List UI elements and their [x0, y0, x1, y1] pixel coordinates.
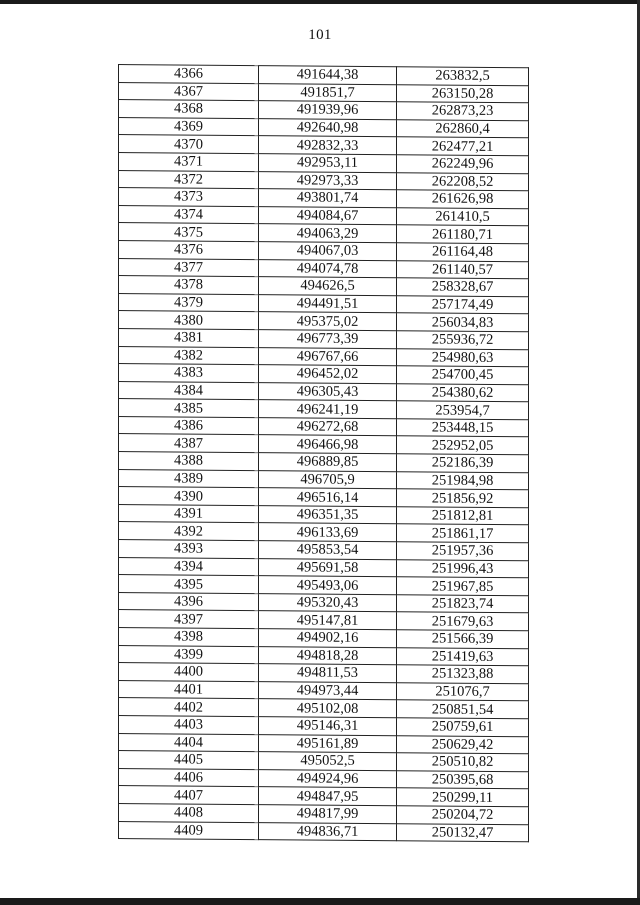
point-number-cell: 4380	[119, 311, 259, 330]
coordinates-table	[118, 64, 529, 842]
x-coordinate-cell: 495375,02	[259, 312, 397, 331]
y-coordinate-cell: 251323,88	[397, 665, 529, 684]
x-coordinate-cell: 496452,02	[259, 365, 397, 384]
point-number-cell: 4381	[119, 328, 259, 347]
y-coordinate-cell: 250629,42	[397, 735, 529, 754]
point-number-cell: 4383	[119, 364, 259, 383]
x-coordinate-cell: 494817,99	[259, 805, 397, 824]
point-number-cell: 4391	[119, 504, 259, 523]
y-coordinate-cell: 250510,82	[397, 753, 529, 772]
point-number-cell: 4394	[119, 557, 259, 576]
point-number-cell: 4372	[119, 170, 259, 189]
y-coordinate-cell: 250759,61	[397, 718, 529, 737]
point-number-cell: 4402	[119, 698, 259, 717]
point-number-cell: 4373	[119, 188, 259, 207]
x-coordinate-cell: 496133,69	[259, 523, 397, 542]
y-coordinate-cell: 251967,85	[397, 577, 529, 596]
point-number-cell: 4378	[119, 276, 259, 295]
x-coordinate-cell: 492953,11	[259, 154, 397, 173]
y-coordinate-cell: 252952,05	[397, 436, 529, 455]
point-number-cell: 4404	[119, 733, 259, 752]
x-coordinate-cell: 494084,67	[259, 206, 397, 225]
x-coordinate-cell: 495052,5	[259, 752, 397, 771]
y-coordinate-cell: 252186,39	[397, 454, 529, 473]
point-number-cell: 4382	[119, 346, 259, 365]
x-coordinate-cell: 492640,98	[259, 118, 397, 137]
y-coordinate-cell: 255936,72	[397, 331, 529, 350]
point-number-cell: 4396	[119, 592, 259, 611]
x-coordinate-cell: 496241,19	[259, 400, 397, 419]
point-number-cell: 4395	[119, 575, 259, 594]
x-coordinate-cell: 494491,51	[259, 294, 397, 313]
y-coordinate-cell: 262208,52	[397, 172, 529, 191]
x-coordinate-cell: 495691,58	[259, 558, 397, 577]
x-coordinate-cell: 494902,16	[259, 629, 397, 648]
coordinates-table-container	[118, 64, 528, 842]
y-coordinate-cell: 262249,96	[397, 155, 529, 174]
y-coordinate-cell: 250299,11	[397, 788, 529, 807]
point-number-cell: 4375	[119, 223, 259, 242]
y-coordinate-cell: 250851,54	[397, 700, 529, 719]
x-coordinate-cell: 495853,54	[259, 541, 397, 560]
y-coordinate-cell: 263832,5	[397, 67, 529, 86]
point-number-cell: 4371	[119, 152, 259, 171]
point-number-cell: 4384	[119, 381, 259, 400]
point-number-cell: 4401	[119, 680, 259, 699]
point-number-cell: 4392	[119, 522, 259, 541]
point-number-cell: 4374	[119, 205, 259, 224]
point-number-cell: 4366	[119, 65, 259, 84]
x-coordinate-cell: 494818,28	[259, 646, 397, 665]
y-coordinate-cell: 261140,57	[397, 260, 529, 279]
y-coordinate-cell: 262477,21	[397, 137, 529, 156]
x-coordinate-cell: 494847,95	[259, 787, 397, 806]
x-coordinate-cell: 496466,98	[259, 435, 397, 454]
y-coordinate-cell: 261626,98	[397, 190, 529, 209]
y-coordinate-cell: 262860,4	[397, 119, 529, 138]
y-coordinate-cell: 257174,49	[397, 295, 529, 314]
x-coordinate-cell: 494836,71	[259, 822, 397, 841]
point-number-cell: 4406	[119, 768, 259, 787]
x-coordinate-cell: 494626,5	[259, 277, 397, 296]
point-number-cell: 4376	[119, 240, 259, 259]
y-coordinate-cell: 251996,43	[397, 559, 529, 578]
y-coordinate-cell: 251076,7	[397, 682, 529, 701]
x-coordinate-cell: 495102,08	[259, 699, 397, 718]
table-row	[119, 821, 529, 842]
y-coordinate-cell: 250204,72	[397, 806, 529, 825]
x-coordinate-cell: 496516,14	[259, 488, 397, 507]
x-coordinate-cell: 496351,35	[259, 505, 397, 524]
point-number-cell: 4407	[119, 786, 259, 805]
x-coordinate-cell: 494074,78	[259, 259, 397, 278]
y-coordinate-cell: 251419,63	[397, 647, 529, 666]
y-coordinate-cell: 261410,5	[397, 207, 529, 226]
point-number-cell: 4400	[119, 663, 259, 682]
x-coordinate-cell: 496305,43	[259, 382, 397, 401]
x-coordinate-cell: 495320,43	[259, 593, 397, 612]
x-coordinate-cell: 494811,53	[259, 664, 397, 683]
x-coordinate-cell: 491939,96	[259, 101, 397, 120]
scan-edge-top	[0, 0, 640, 4]
x-coordinate-cell: 492973,33	[259, 171, 397, 190]
y-coordinate-cell: 261180,71	[397, 225, 529, 244]
point-number-cell: 4397	[119, 610, 259, 629]
y-coordinate-cell: 254700,45	[397, 366, 529, 385]
point-number-cell: 4387	[119, 434, 259, 453]
x-coordinate-cell: 496767,66	[259, 347, 397, 366]
x-coordinate-cell: 496773,39	[259, 330, 397, 349]
y-coordinate-cell: 254380,62	[397, 383, 529, 402]
y-coordinate-cell: 251856,92	[397, 489, 529, 508]
y-coordinate-cell: 263150,28	[397, 84, 529, 103]
x-coordinate-cell: 496705,9	[259, 470, 397, 489]
y-coordinate-cell: 251566,39	[397, 630, 529, 649]
y-coordinate-cell: 251812,81	[397, 507, 529, 526]
page-number: 101	[308, 27, 332, 43]
y-coordinate-cell: 254980,63	[397, 348, 529, 367]
y-coordinate-cell: 250132,47	[397, 823, 529, 842]
x-coordinate-cell: 496272,68	[259, 417, 397, 436]
scan-edge-bottom	[0, 898, 640, 905]
y-coordinate-cell: 251679,63	[397, 612, 529, 631]
y-coordinate-cell: 253448,15	[397, 419, 529, 438]
x-coordinate-cell: 492832,33	[259, 136, 397, 155]
point-number-cell: 4389	[119, 469, 259, 488]
point-number-cell: 4398	[119, 628, 259, 647]
point-number-cell: 4403	[119, 715, 259, 734]
point-number-cell: 4393	[119, 540, 259, 559]
x-coordinate-cell: 494973,44	[259, 681, 397, 700]
x-coordinate-cell: 494067,03	[259, 242, 397, 261]
point-number-cell: 4409	[119, 821, 259, 840]
point-number-cell: 4390	[119, 487, 259, 506]
point-number-cell: 4388	[119, 452, 259, 471]
coordinates-table-body	[119, 65, 529, 842]
x-coordinate-cell: 494924,96	[259, 769, 397, 788]
y-coordinate-cell: 253954,7	[397, 401, 529, 420]
point-number-cell: 4408	[119, 803, 259, 822]
y-coordinate-cell: 251861,17	[397, 524, 529, 543]
y-coordinate-cell: 250395,68	[397, 770, 529, 789]
x-coordinate-cell: 491644,38	[259, 66, 397, 85]
x-coordinate-cell: 496889,85	[259, 453, 397, 472]
point-number-cell: 4368	[119, 100, 259, 119]
y-coordinate-cell: 251984,98	[397, 471, 529, 490]
point-number-cell: 4377	[119, 258, 259, 277]
y-coordinate-cell: 251957,36	[397, 542, 529, 561]
x-coordinate-cell: 495146,31	[259, 717, 397, 736]
x-coordinate-cell: 495147,81	[259, 611, 397, 630]
y-coordinate-cell: 251823,74	[397, 594, 529, 613]
point-number-cell: 4369	[119, 117, 259, 136]
point-number-cell: 4370	[119, 135, 259, 154]
point-number-cell: 4367	[119, 82, 259, 101]
point-number-cell: 4405	[119, 751, 259, 770]
x-coordinate-cell: 495161,89	[259, 734, 397, 753]
point-number-cell: 4399	[119, 645, 259, 664]
y-coordinate-cell: 262873,23	[397, 102, 529, 121]
y-coordinate-cell: 258328,67	[397, 278, 529, 297]
point-number-cell: 4379	[119, 293, 259, 312]
x-coordinate-cell: 494063,29	[259, 224, 397, 243]
point-number-cell: 4385	[119, 399, 259, 418]
y-coordinate-cell: 256034,83	[397, 313, 529, 332]
x-coordinate-cell: 491851,7	[259, 83, 397, 102]
point-number-cell: 4386	[119, 416, 259, 435]
y-coordinate-cell: 261164,48	[397, 243, 529, 262]
x-coordinate-cell: 493801,74	[259, 189, 397, 208]
x-coordinate-cell: 495493,06	[259, 576, 397, 595]
